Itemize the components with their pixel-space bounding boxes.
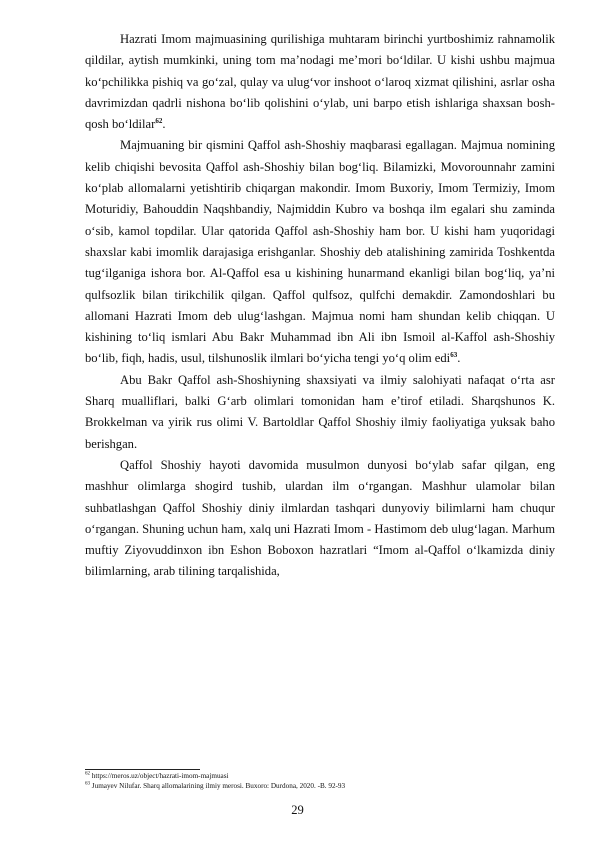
footnote-63 [85,782,555,792]
footnote-number: 62 [85,771,90,777]
paragraph-tail: . [457,351,461,366]
footnote-link[interactable]: https://meros.uz/object/hazrati-imom-majmuasi [90,772,229,780]
paragraph-3 [85,370,555,455]
paragraph-text: Majmuaning bir qismini Qaffol ash-Shoshiy maqbarasi egallagan. Majmua nomining kelib chiqishi bevosita Qaffol ash-Shoshiy bilan bog‘liq. Bilamizki, Movorounnahr zamini ko‘plab allomalarni yetishtirib chiqargan makondir. Imom Buxoriy, Imom Termiziy, Imom Moturidiy, Bahouddin Naqshbandiy, Najmiddin Kubro va boshqa ilm egalari shu zaminda o‘sib, kamol topdilar. Ular qatorida Qaffol ash-Shoshiy ham bor. U kishi ham yuqoridagi shaxslar kabi imomlik darajasiga erishganlar. Shoshiy deb atalishining zamirida Toshkentda tug‘ilganiga ishora bor. Al-Qaffol esa u kishining hunarmand ekanligi bilan bog‘liq, ya’ni qulfsozlik bilan tirikchilik qilgan. Qaffol qulfsoz, qulfchi demakdir. Zamondoshlari bu allomani Hazrati Imom deb ulug‘lashgan. Majmua nomi ham shundan kelib chiqqan. U kishining to‘liq ismlari Abu Bakr Muhammad ibn Ali ibn Ismoil al-Kaffol ash-Shoshiy bo‘lib, fiqh, hadis, usul, tilshunoslik ilmlari bo‘yicha tengi yo‘q olim edi [85,138,555,366]
paragraph-4 [85,455,555,583]
footnote-number: 63 [85,781,90,787]
document-body [85,29,555,583]
footnote-ref-63[interactable]: 63 [450,351,458,360]
footnote-ref-62[interactable]: 62 [155,117,163,125]
page-number: 29 [291,803,304,817]
footnotes [85,769,555,791]
paragraph-tail: . [162,117,166,132]
paragraph-2 [85,135,555,369]
paragraph-text: Qaffol Shoshiy hayoti davomida musulmon dunyosi bo‘ylab safar qilgan, eng mashhur olimlarga shogird tushib, ulardan ilm o‘rgangan. Mashhur ulamolar bilan suhbatlashgan Qaffol Shoshiy diniy ilmlardan tashqari dunyoviy bilimlarni ham chuqur o‘rgangan. Shuning uchun ham, xalq uni Hazrati Imom - Hastimom deb ulug‘lagan. Marhum muftiy Ziyovuddinxon ibn Eshon Boboxon hazratlari “Imom al-Qaffol o‘lkamizda diniy bilimlarning, arab tilining tarqalishida, [85,457,555,579]
paragraph-1 [85,29,555,135]
footnote-divider [85,769,200,770]
paragraph-text: Abu Bakr Qaffol ash-Shoshiyning shaxsiyati va ilmiy salohiyati nafaqat o‘rta asr Sharq mualliflari, balki G‘arb olimlari tomonidan ham e’tirof etiladi. Sharqshunos K. Brokkelman va yirik rus olimi V. Bartoldlar Qaffol Shoshiy ilmiy faoliyatiga yuksak baho berishgan. [85,372,555,451]
paragraph-text: Hazrati Imom majmuasining qurilishiga muhtaram birinchi yurtboshimiz rahnamolik qildilar, aytish mumkinki, uning tom ma’nodagi me’mori bo‘ldilar. U kishi ushbu majmua ko‘pchilikka pishiq va go‘zal, qulay va ulug‘vor inshoot o‘laroq xizmat qilishini, asrlar osha davrimizdan qadrli nishona bo‘lib qolishini o‘ylab, uni barpo etish ishlariga shaxsan bosh-qosh bo‘ldilar [85,32,555,132]
footnote-62 [85,772,555,782]
footnote-text: Jumayev Nilufar. Sharq allomalarining ilmiy merosi. Buxoro: Durdona, 2020. -B. 92-93 [90,781,346,790]
